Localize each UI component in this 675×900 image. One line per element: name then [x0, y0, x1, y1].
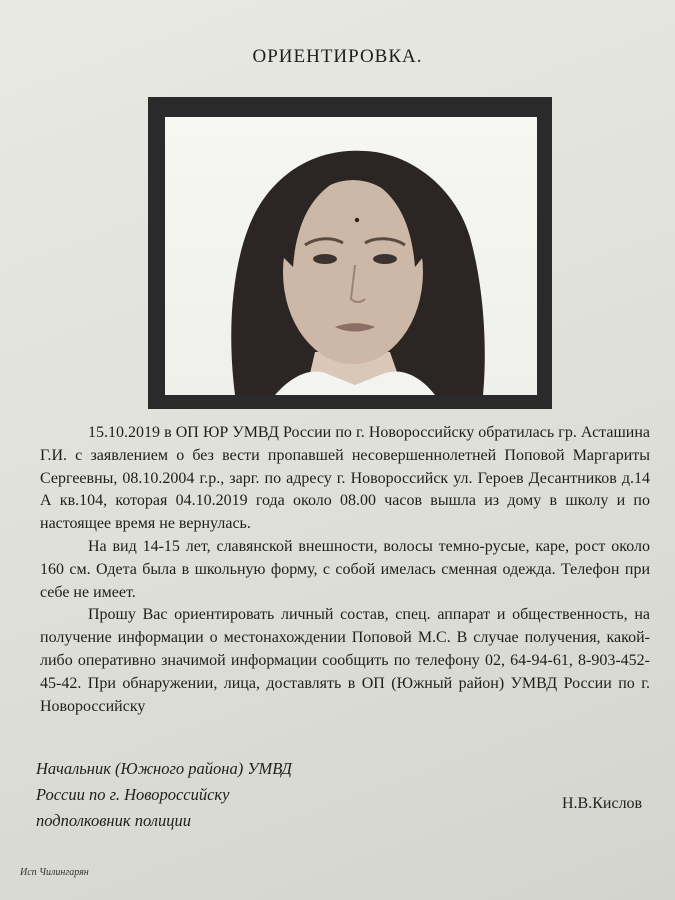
paragraph-request: Прошу Вас ориентировать личный состав, спец. аппарат и общественность, на получение информации о местонахождении Поповой М.С. В случае получения, какой-либо оперативно значимой информации сообщить по телефону 02, 64-94-61, 8-903-452-45-42. При обнаружении, лица, доставлять в ОП (Южный район) УМВД России по г. Новороссийску — [40, 606, 650, 715]
signature-line-1: Начальник (Южного района) УМВД — [36, 759, 292, 778]
signature-block — [36, 756, 396, 834]
signature-name: Н.В.Кислов — [562, 795, 643, 812]
paragraph-description: На вид 14-15 лет, славянской внешности, волосы темно-русые, каре, рост около 160 см. Одета была в школьную форму, с собой имелась сменная одежда. Телефон при себе не имеет. — [40, 537, 650, 601]
signature-line-2: России по г. Новороссийску — [36, 785, 230, 804]
body-text — [40, 422, 650, 718]
photo-frame — [148, 97, 552, 409]
document-title: ОРИЕНТИРОВКА. — [252, 46, 423, 67]
signature-line-3: подполковник полиции — [36, 811, 191, 830]
portrait-photo — [165, 117, 537, 395]
portrait-image — [165, 117, 537, 395]
executor-note: Исп Чилингарян — [20, 867, 89, 878]
paragraph-incident: 15.10.2019 в ОП ЮР УМВД России по г. Новороссийску обратилась гр. Асташина Г.И. с заявлением о без вести пропавшей несовершеннолетней Поповой Маргариты Сергеевны, 08.10.2004 г.р., зарг. по адресу г. Новороссийск ул. Героев Десантников д.14 А кв.104, которая 04.10.2019 года около 08.00 часов вышла из дому в школу и по настоящее время не вернулась. — [40, 424, 650, 533]
